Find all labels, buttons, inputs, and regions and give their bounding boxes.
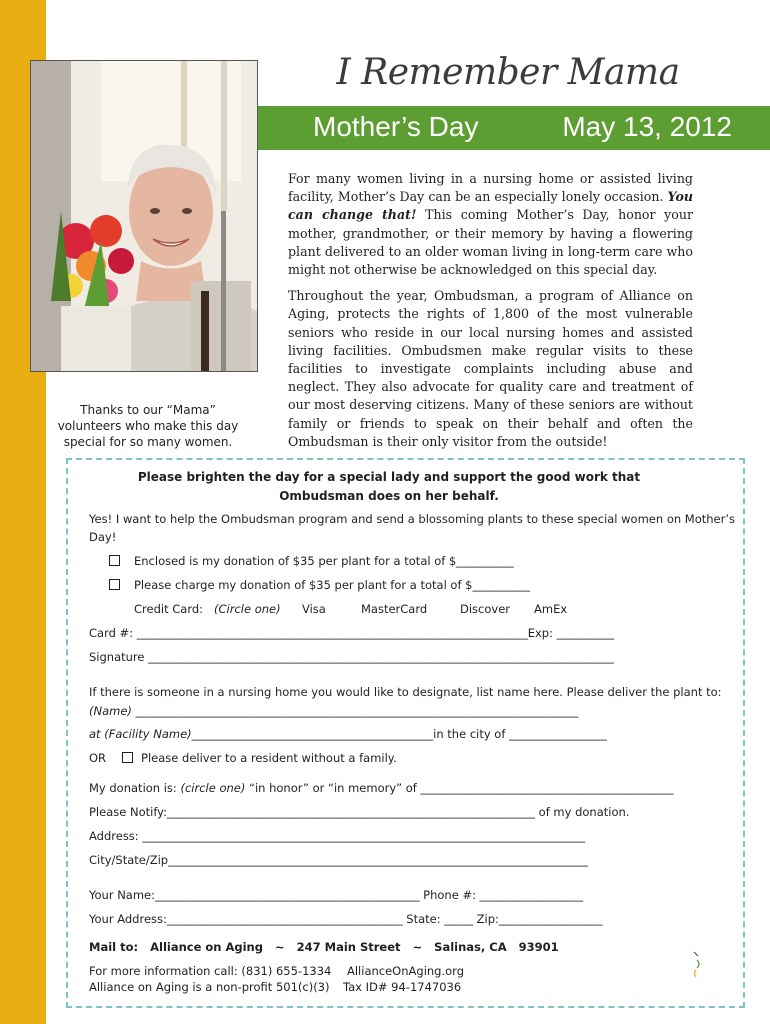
card-mastercard[interactable]: MasterCard <box>361 602 428 616</box>
form-headline-1: Please brighten the day for a special lady and support the good work that <box>137 470 641 484</box>
donation-type-row <box>89 781 674 795</box>
mail-to-address: Mail to: Alliance on Aging ~ 247 Main Street ~ Salinas, CA 93901 <box>89 940 559 954</box>
option-enclosed-row <box>109 554 514 568</box>
photo-caption: Thanks to our “Mama” volunteers who make this day special for so many women. <box>57 403 239 449</box>
notify-field[interactable]: Please Notify:________________________________________________________________ of my donation. <box>89 805 630 819</box>
credit-card-label: Credit Card: <box>134 602 204 616</box>
your-name-phone-field[interactable]: Your Name:______________________________________________ Phone #: __________________ <box>89 888 584 902</box>
credit-card-hint: (Circle one) <box>214 602 281 616</box>
article-paragraph-2: Throughout the year, Ombudsman, a program of Alliance on Aging, protects the rights of 1,800 of the most vulnerable seniors who reside in our local nursing homes and assisted living facilities. Ombudsmen make regular visits to these facilities to investigate complaints including abuse and neglect. They also advocate for quality care and treatment of our most deserving citizens. Many of these seniors are without family or friends to speak on their behalf and often the Ombudsman is their only visitor from the outside! <box>288 288 693 449</box>
city-state-zip-field[interactable]: City/State/Zip_________________________________________________________________________ <box>89 853 588 867</box>
card-discover[interactable]: Discover <box>460 602 511 616</box>
banner-occasion: Mother’s Day <box>313 111 479 142</box>
recipient-name-row <box>89 704 578 718</box>
address-field[interactable]: Address: _____________________________________________________________________________ <box>89 829 586 843</box>
card-visa[interactable]: Visa <box>302 602 326 616</box>
date-banner <box>258 106 770 150</box>
nonprofit-note: Alliance on Aging is a non-profit 501(c)(3) <box>89 980 330 994</box>
website-link[interactable]: AllianceOnAging.org <box>347 964 464 978</box>
card-amex[interactable]: AmEx <box>534 602 568 616</box>
article-body <box>288 170 693 459</box>
enclosed-checkbox[interactable] <box>109 555 120 566</box>
form-intro-2: Day! <box>89 530 117 544</box>
banner-date: May 13, 2012 <box>562 111 732 142</box>
facility-label: at (Facility Name) <box>89 727 192 741</box>
donation-type-field[interactable]: “in honor” or “in memory” of ____________________________________________ <box>245 781 674 795</box>
designate-instructions: If there is someone in a nursing home you would like to designate, list name here. Please deliver the plant to: <box>89 685 722 699</box>
card-number-field[interactable]: Card #: ____________________________________________________________________Exp: __________ <box>89 626 615 640</box>
article-p1-text-2: This coming Mother’s Day, honor your mother, grandmother, or their memory by having a flowering plant delivered to an older woman living in long-term care who might not otherwise be acknowledged on this special day. <box>288 207 694 278</box>
recipient-name-field[interactable]: _____________________________________________________________________________ <box>131 704 579 718</box>
article-p1-text: For many women living in a nursing home or assisted living facility, Mother’s Day can be an especially lonely occasion. <box>288 171 693 205</box>
no-family-label: Please deliver to a resident without a family. <box>141 751 397 765</box>
leaf-icon <box>692 950 702 981</box>
no-family-checkbox[interactable] <box>122 752 133 763</box>
signature-field[interactable]: Signature _________________________________________________________________________________ <box>89 650 614 664</box>
page-title: I Remember Mama <box>336 52 680 93</box>
article-p1-emphasis: You can change that! <box>288 189 693 223</box>
form-intro-1: Yes! I want to help the Ombudsman program and send a blossoming plants to these special women on Mother’s <box>89 512 736 526</box>
tax-id: Tax ID# 94-1747036 <box>343 980 462 994</box>
facility-row <box>89 727 607 741</box>
charge-checkbox[interactable] <box>109 579 120 590</box>
donation-type-hint: (circle one) <box>180 781 246 795</box>
facility-field[interactable]: __________________________________________in the city of _________________ <box>191 727 607 741</box>
option-enclosed-label: Enclosed is my donation of $35 per plant for a total of $__________ <box>134 554 514 568</box>
donation-type-label: My donation is: <box>89 781 181 795</box>
mother-photo <box>30 60 258 372</box>
or-label: OR <box>89 751 107 765</box>
your-address-field[interactable]: Your Address:_________________________________________ State: _____ Zip:__________________ <box>89 912 603 926</box>
option-charge-label: Please charge my donation of $35 per plant for a total of $__________ <box>134 578 530 592</box>
form-headline-2: Ombudsman does on her behalf. <box>279 489 499 503</box>
info-phone: For more information call: (831) 655-1334 <box>89 964 332 978</box>
article-paragraph-1 <box>288 170 693 279</box>
recipient-name-label: (Name) <box>89 704 132 718</box>
or-row <box>89 751 397 765</box>
option-charge-row <box>109 578 530 592</box>
